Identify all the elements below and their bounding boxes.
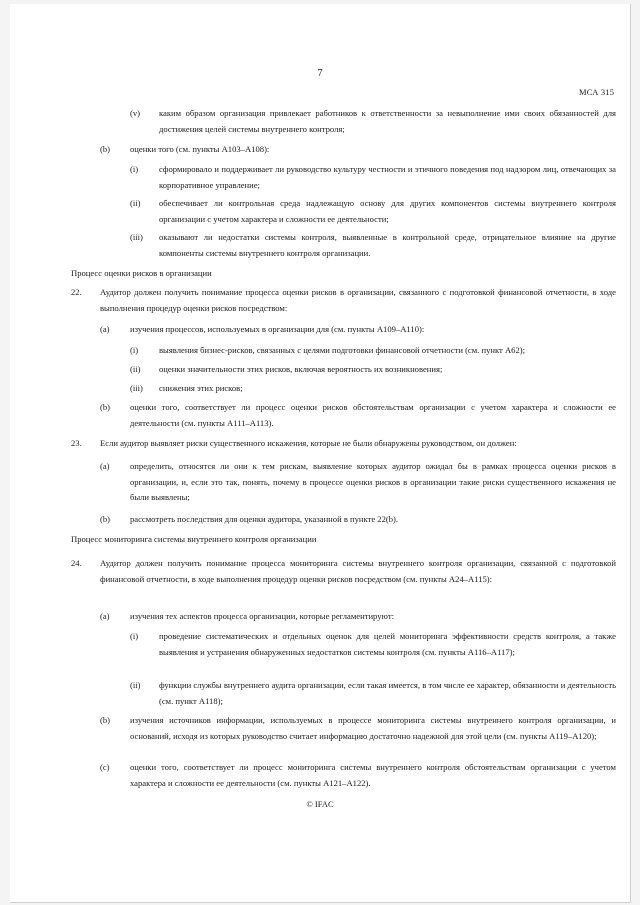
item-label-24a: (a) [100, 611, 110, 621]
item-text-23b: рассмотреть последствия для оценки аудитора, указанной в пункте 22(b). [130, 514, 399, 524]
item-label-22a: (a) [100, 324, 110, 334]
item-label-23b: (b) [100, 514, 111, 524]
item-label-22a-iii: (iii) [130, 383, 143, 393]
item-label-22a-ii: (ii) [130, 364, 141, 374]
item-label-b: (b) [100, 144, 111, 154]
section-heading-monitoring: Процесс мониторинга системы внутреннего контроля организации [71, 534, 317, 544]
paragraph-number-22: 22. [71, 287, 82, 297]
item-text-22a-iii: снижения этих рисков; [159, 383, 243, 393]
copyright-footer: © IFAC [306, 799, 334, 809]
item-text-22a-i: выявления бизнес-рисков, связанных с целями подготовки финансовой отчетности (см. пункт А62); [159, 345, 525, 355]
section-heading-risk-assessment: Процесс оценки рисков в организации [71, 268, 212, 278]
item-label-b-iii: (iii) [130, 232, 143, 242]
item-label-24c: (c) [100, 762, 110, 772]
standard-header: МСА 315 [579, 87, 615, 97]
item-label-b-ii: (ii) [130, 198, 141, 208]
paragraph-text-23: Если аудитор выявляет риски существенного искажения, которые не были обнаружены руководством, он должен: [100, 438, 517, 448]
paragraph-number-24: 24. [71, 558, 82, 568]
paragraph-text-22: Аудитор должен получить понимание процесса оценки рисков в организации, связанного с подготовкой финансовой отчетности, в ходе выполнения процедур оценки рисков посредством: [100, 287, 616, 313]
paragraph-number-23: 23. [71, 438, 82, 448]
item-text-22a: изучения процессов, используемых в организации для (см. пункты А109–А110): [130, 324, 425, 334]
item-label-22b: (b) [100, 402, 111, 412]
item-text-24a-i: проведение систематических и отдельных оценок для целей мониторинга эффективности средств контроля, а также выявления и устранения обнаруженных недостатков системы контроля (см. пункты А116–А117); [159, 631, 616, 657]
item-label-24b: (b) [100, 715, 111, 725]
item-text-24c: оценки того, соответствует ли процесс мониторинга системы внутреннего контроля обстоятельствам организации с учетом характера и сложности ее деятельности (см. пункты А121–А122). [130, 762, 616, 788]
item-label-24a-ii: (ii) [130, 680, 141, 690]
item-text-b-i: сформировало и поддерживает ли руководство культуру честности и этичного поведения под надзором лиц, отвечающих за корпоративное управление; [159, 164, 616, 190]
item-label-24a-i: (i) [130, 631, 139, 641]
item-label-b-i: (i) [130, 164, 139, 174]
item-text-v: каким образом организация привлекает работников к ответственности за невыполнение ими своих обязанностей для достижения целей системы внутреннего контроля; [159, 108, 616, 134]
item-label-22a-i: (i) [130, 345, 139, 355]
item-text-24a-ii: функции службы внутреннего аудита организации, если такая имеется, в том числе ее характер, обязанности и деятельность (см. пункт А118); [159, 680, 616, 706]
item-text-24a: изучения тех аспектов процесса организации, которые регламентируют: [130, 611, 394, 621]
item-text-24b: изучения источников информации, используемых в процессе мониторинга системы внутреннего контроля организации, и оснований, исходя из которых руководство считает информацию достаточно надежной для этой цели (см. пункты А119–А120); [130, 715, 616, 741]
page-number: 7 [317, 68, 323, 79]
item-text-22b: оценки того, соответствует ли процесс оценки рисков обстоятельствам организации с учетом характера и сложности ее деятельности (см. пункты А111–А113). [130, 402, 616, 428]
item-label-v: (v) [130, 108, 141, 118]
item-label-23a: (a) [100, 461, 110, 471]
item-text-b-ii: обеспечивает ли контрольная среда надлежащую основу для других компонентов системы внутреннего контроля организации с учетом характера и сложности ее деятельности; [159, 198, 616, 224]
item-text-22a-ii: оценки значительности этих рисков, включая вероятность их возникновения; [159, 364, 443, 374]
item-text-23a: определить, относятся ли они к тем рискам, выявление которых аудитор ожидал бы в рамках процесса оценки рисков в организации, и, если это так, понять, почему в процессе оценки рисков в организации такие риски существенного искажения не были выявлены; [130, 461, 616, 502]
item-text-b-iii: оказывают ли недостатки системы контроля, выявленные в контрольной среде, отрицательное влияние на другие компоненты системы внутреннего контроля организации. [159, 232, 616, 258]
item-text-b: оценки того (см. пункты А103–А108): [130, 144, 270, 154]
paragraph-text-24: Аудитор должен получить понимание процесса мониторинга системы внутреннего контроля организации, связанной с подготовкой финансовой отчетности, в ходе выполнения процедур оценки рисков посредством (см. пункты А24–А115): [100, 558, 616, 584]
